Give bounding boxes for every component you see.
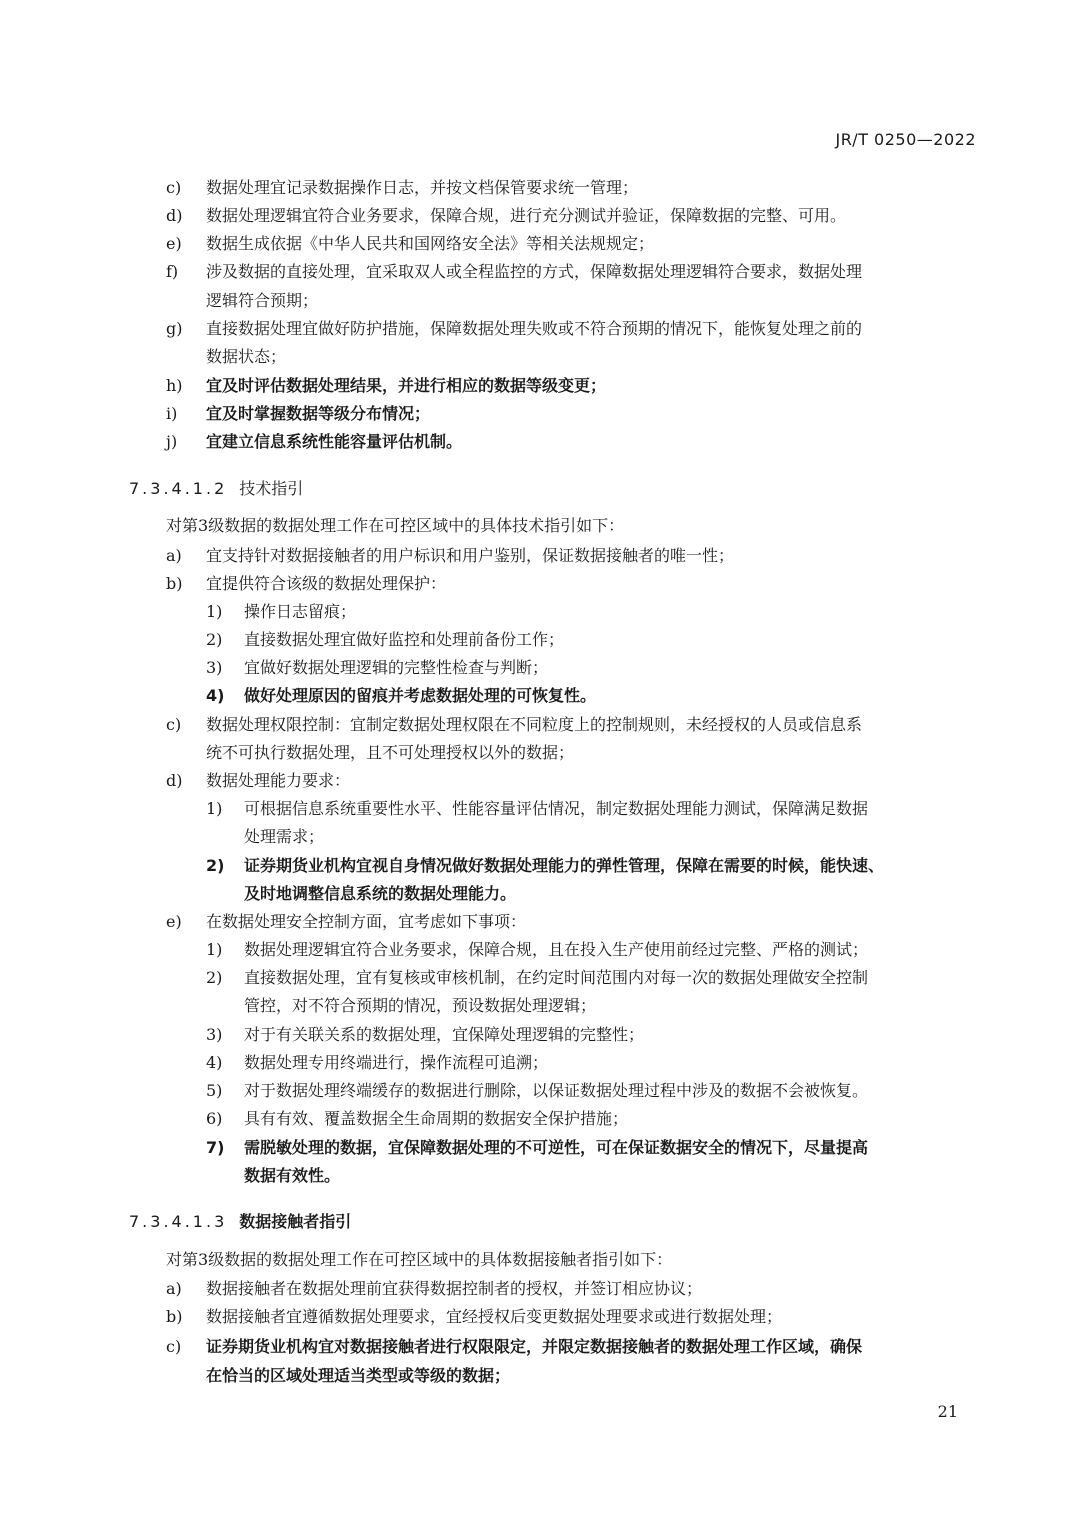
list-item: 直接数据处理宜做好防护措施，保障数据处理失败或不符合预期的情况下，能恢复处理之前的 [206, 319, 863, 338]
list-marker: c) [166, 178, 182, 197]
sub-list-marker: 6) [206, 1109, 223, 1128]
sub-list-marker: 3) [206, 1025, 223, 1044]
sub-list-item-continued: 及时地调整信息系统的数据处理能力。 [244, 884, 517, 903]
sub-list-marker: 3) [206, 658, 223, 677]
section-heading [129, 1209, 351, 1232]
list-item: 涉及数据的直接处理，宜采取双人或全程监控的方式，保障数据处理逻辑符合要求，数据处理 [206, 262, 863, 281]
sub-list-item: 对于数据处理终端缓存的数据进行删除，以保证数据处理过程中涉及的数据不会被恢复。 [244, 1081, 869, 1100]
list-item-continued: 在恰当的区域处理适当类型或等级的数据； [206, 1366, 511, 1385]
list-item: 数据生成依据《中华人民共和国网络安全法》等相关法规规定； [206, 234, 655, 253]
list-marker: c) [166, 715, 182, 734]
sub-list-item-continued: 管控，对不符合预期的情况，预设数据处理逻辑； [244, 996, 597, 1015]
sub-list-marker: 2) [206, 630, 223, 649]
sub-list-item: 需脱敏处理的数据，宜保障数据处理的不可逆性，可在保证数据安全的情况下，尽量提高 [244, 1138, 869, 1157]
sub-list-marker: 7) [206, 1138, 225, 1157]
sub-list-marker: 1) [206, 940, 223, 959]
sub-list-marker: 1) [206, 602, 223, 621]
list-marker: i) [166, 404, 178, 423]
list-item: 证券期货业机构宜对数据接触者进行权限限定，并限定数据接触者的数据处理工作区域，确保 [206, 1337, 863, 1356]
sub-list-marker: 2) [206, 856, 225, 875]
sub-list-item: 具有有效、覆盖数据全生命周期的数据安全保护措施； [244, 1109, 629, 1128]
list-marker: b) [166, 1307, 183, 1326]
list-item-continued: 数据状态； [206, 347, 287, 366]
sub-list-marker: 2) [206, 968, 223, 987]
list-item: 数据处理能力要求： [206, 771, 351, 790]
sub-list-item: 可根据信息系统重要性水平、性能容量评估情况，制定数据处理能力测试，保障满足数据 [244, 799, 869, 818]
list-marker: c) [166, 1337, 182, 1356]
section-title: 技术指引 [239, 479, 304, 498]
list-item: 宜支持针对数据接触者的用户标识和用户鉴别，保证数据接触者的唯一性； [206, 546, 735, 565]
sub-list-item-continued: 处理需求； [244, 827, 325, 846]
list-marker: g) [166, 319, 183, 338]
list-item: 数据处理宜记录数据操作日志，并按文档保管要求统一管理； [206, 178, 639, 197]
sub-list-item: 直接数据处理宜做好监控和处理前备份工作； [244, 630, 565, 649]
sub-list-item: 做好处理原因的留痕并考虑数据处理的可恢复性。 [244, 686, 597, 705]
list-marker: e) [166, 912, 182, 931]
sub-list-marker: 4) [206, 1053, 223, 1072]
list-marker: h) [166, 376, 183, 395]
list-marker: e) [166, 234, 182, 253]
sub-list-item-continued: 数据有效性。 [244, 1166, 341, 1185]
doc-header: JR/T 0250—2022 [835, 130, 976, 149]
section-number: 7.3.4.1.2 [129, 479, 228, 498]
list-marker: b) [166, 574, 183, 593]
sub-list-item: 对于有关联关系的数据处理，宜保障处理逻辑的完整性； [244, 1025, 645, 1044]
sub-list-item: 宜做好数据处理逻辑的完整性检查与判断； [244, 658, 549, 677]
section-intro: 对第3级数据的数据处理工作在可控区域中的具体数据接触者指引如下： [166, 1250, 673, 1269]
list-marker: a) [166, 1279, 182, 1298]
list-item-continued: 统不可执行数据处理，且不可处理授权以外的数据； [206, 743, 575, 762]
list-marker: a) [166, 546, 182, 565]
list-marker: d) [166, 771, 183, 790]
list-item: 数据处理逻辑宜符合业务要求，保障合规，进行充分测试并验证，保障数据的完整、可用。 [206, 206, 847, 225]
section-title: 数据接触者指引 [239, 1212, 352, 1231]
list-item: 宜建立信息系统性能容量评估机制。 [206, 432, 463, 451]
sub-list-item: 证券期货业机构宜视自身情况做好数据处理能力的弹性管理，保障在需要的时候，能快速、 [244, 856, 885, 875]
list-item: 数据接触者宜遵循数据处理要求，宜经授权后变更数据处理要求或进行数据处理； [206, 1307, 783, 1326]
sub-list-marker: 5) [206, 1081, 223, 1100]
sub-list-marker: 4) [206, 686, 225, 705]
sub-list-marker: 1) [206, 799, 223, 818]
list-item: 宜及时掌握数据等级分布情况； [206, 404, 431, 423]
section-heading [129, 476, 303, 499]
list-item: 数据处理权限控制：宜制定数据处理权限在不同粒度上的控制规则，未经授权的人员或信息系 [206, 715, 863, 734]
list-item: 宜提供符合该级的数据处理保护： [206, 574, 447, 593]
sub-list-item: 直接数据处理，宜有复核或审核机制，在约定时间范围内对每一次的数据处理做安全控制 [244, 968, 869, 987]
list-marker: d) [166, 206, 183, 225]
sub-list-item: 操作日志留痕； [244, 602, 357, 621]
list-marker: f) [166, 262, 179, 281]
list-item: 在数据处理安全控制方面，宜考虑如下事项： [206, 912, 527, 931]
list-item: 宜及时评估数据处理结果，并进行相应的数据等级变更； [206, 376, 607, 395]
list-item: 数据接触者在数据处理前宜获得数据控制者的授权，并签订相应协议； [206, 1279, 703, 1298]
page-number: 21 [937, 1402, 958, 1421]
list-marker: j) [166, 432, 178, 451]
list-item-continued: 逻辑符合预期； [206, 291, 319, 310]
sub-list-item: 数据处理逻辑宜符合业务要求，保障合规，且在投入生产使用前经过完整、严格的测试； [244, 940, 869, 959]
section-number: 7.3.4.1.3 [129, 1212, 228, 1231]
sub-list-item: 数据处理专用终端进行，操作流程可追溯； [244, 1053, 549, 1072]
section-intro: 对第3级数据的数据处理工作在可控区域中的具体技术指引如下： [166, 516, 625, 535]
